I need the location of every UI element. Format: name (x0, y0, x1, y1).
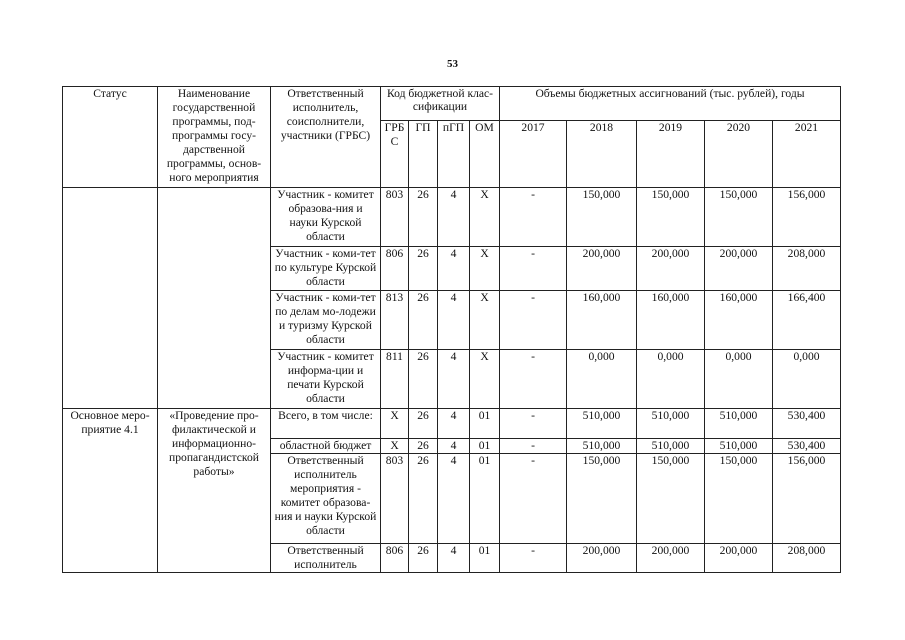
value-2017: - (500, 350, 567, 409)
pgp-cell: 4 (438, 454, 470, 544)
value-2020: 160,000 (705, 291, 773, 350)
gp-cell: 26 (409, 454, 438, 544)
value-2018: 150,000 (567, 188, 637, 247)
value-2017: - (500, 188, 567, 247)
pgp-cell: 4 (438, 291, 470, 350)
status-cell: Основное меро-приятие 4.1 (63, 409, 158, 573)
value-2019: 200,000 (637, 544, 705, 573)
om-cell: X (470, 247, 500, 291)
grbs-cell: 803 (381, 188, 409, 247)
name-cell: «Проведение про-филактической и информационно-пропагандистской работы» (158, 409, 271, 573)
value-2020: 510,000 (705, 409, 773, 439)
header-budget-code: Код бюджетной клас-сификации (381, 87, 500, 121)
pgp-cell: 4 (438, 544, 470, 573)
value-2018: 510,000 (567, 409, 637, 439)
executor-cell: Ответственный исполнитель (271, 544, 381, 573)
header-year-2021: 2021 (773, 121, 841, 188)
value-2019: 0,000 (637, 350, 705, 409)
gp-cell: 26 (409, 544, 438, 573)
value-2018: 200,000 (567, 247, 637, 291)
executor-cell: Участник - коми-тет по делам мо-лодежи и туризму Курской области (271, 291, 381, 350)
grbs-cell: 806 (381, 247, 409, 291)
value-2021: 156,000 (773, 188, 841, 247)
table-row (63, 409, 841, 439)
value-2017: - (500, 247, 567, 291)
value-2020: 510,000 (705, 439, 773, 454)
gp-cell: 26 (409, 350, 438, 409)
value-2018: 510,000 (567, 439, 637, 454)
gp-cell: 26 (409, 409, 438, 439)
value-2019: 160,000 (637, 291, 705, 350)
gp-cell: 26 (409, 188, 438, 247)
om-cell: X (470, 188, 500, 247)
grbs-cell: X (381, 409, 409, 439)
executor-cell: Всего, в том числе: (271, 409, 381, 439)
value-2020: 150,000 (705, 188, 773, 247)
header-name: Наименование государственной программы, под-программы госу-дарственной программы, основ-ного мероприятия (158, 87, 271, 188)
gp-cell: 26 (409, 291, 438, 350)
grbs-cell: 806 (381, 544, 409, 573)
header-executor: Ответственный исполнитель, соисполнители, участники (ГРБС) (271, 87, 381, 188)
header-grbs: ГРБ С (381, 121, 409, 188)
executor-cell: Участник - комитет образова-ния и науки Курской области (271, 188, 381, 247)
value-2019: 150,000 (637, 188, 705, 247)
value-2018: 0,000 (567, 350, 637, 409)
grbs-cell: 811 (381, 350, 409, 409)
page-number: 53 (447, 58, 458, 70)
name-cell (158, 188, 271, 409)
value-2020: 200,000 (705, 247, 773, 291)
executor-cell: областной бюджет (271, 439, 381, 454)
header-pgp: пГП (438, 121, 470, 188)
executor-cell: Участник - комитет информа-ции и печати Курской области (271, 350, 381, 409)
header-year-2017: 2017 (500, 121, 567, 188)
om-cell: X (470, 350, 500, 409)
value-2018: 150,000 (567, 454, 637, 544)
value-2019: 510,000 (637, 409, 705, 439)
value-2019: 150,000 (637, 454, 705, 544)
value-2021: 208,000 (773, 247, 841, 291)
grbs-cell: 813 (381, 291, 409, 350)
value-2018: 200,000 (567, 544, 637, 573)
budget-table (62, 86, 841, 573)
pgp-cell: 4 (438, 188, 470, 247)
value-2021: 530,400 (773, 409, 841, 439)
om-cell: 01 (470, 544, 500, 573)
value-2017: - (500, 439, 567, 454)
pgp-cell: 4 (438, 247, 470, 291)
om-cell: 01 (470, 409, 500, 439)
om-cell: X (470, 291, 500, 350)
pgp-cell: 4 (438, 439, 470, 454)
value-2018: 160,000 (567, 291, 637, 350)
grbs-cell: 803 (381, 454, 409, 544)
executor-cell: Участник - коми-тет по культуре Курской области (271, 247, 381, 291)
header-volumes: Объемы бюджетных ассигнований (тыс. рублей), годы (500, 87, 841, 121)
value-2021: 0,000 (773, 350, 841, 409)
value-2017: - (500, 454, 567, 544)
executor-cell: Ответственный исполнитель мероприятия - комитет образова-ния и науки Курской области (271, 454, 381, 544)
table-row (63, 188, 841, 247)
value-2020: 200,000 (705, 544, 773, 573)
value-2017: - (500, 409, 567, 439)
pgp-cell: 4 (438, 409, 470, 439)
value-2021: 156,000 (773, 454, 841, 544)
gp-cell: 26 (409, 247, 438, 291)
header-gp: ГП (409, 121, 438, 188)
header-status: Статус (63, 87, 158, 188)
grbs-cell: X (381, 439, 409, 454)
value-2021: 208,000 (773, 544, 841, 573)
value-2020: 0,000 (705, 350, 773, 409)
value-2021: 530,400 (773, 439, 841, 454)
value-2021: 166,400 (773, 291, 841, 350)
header-year-2019: 2019 (637, 121, 705, 188)
om-cell: 01 (470, 454, 500, 544)
value-2017: - (500, 291, 567, 350)
om-cell: 01 (470, 439, 500, 454)
header-year-2020: 2020 (705, 121, 773, 188)
header-year-2018: 2018 (567, 121, 637, 188)
value-2020: 150,000 (705, 454, 773, 544)
gp-cell: 26 (409, 439, 438, 454)
status-cell (63, 188, 158, 409)
value-2019: 200,000 (637, 247, 705, 291)
header-om: ОМ (470, 121, 500, 188)
pgp-cell: 4 (438, 350, 470, 409)
value-2017: - (500, 544, 567, 573)
value-2019: 510,000 (637, 439, 705, 454)
